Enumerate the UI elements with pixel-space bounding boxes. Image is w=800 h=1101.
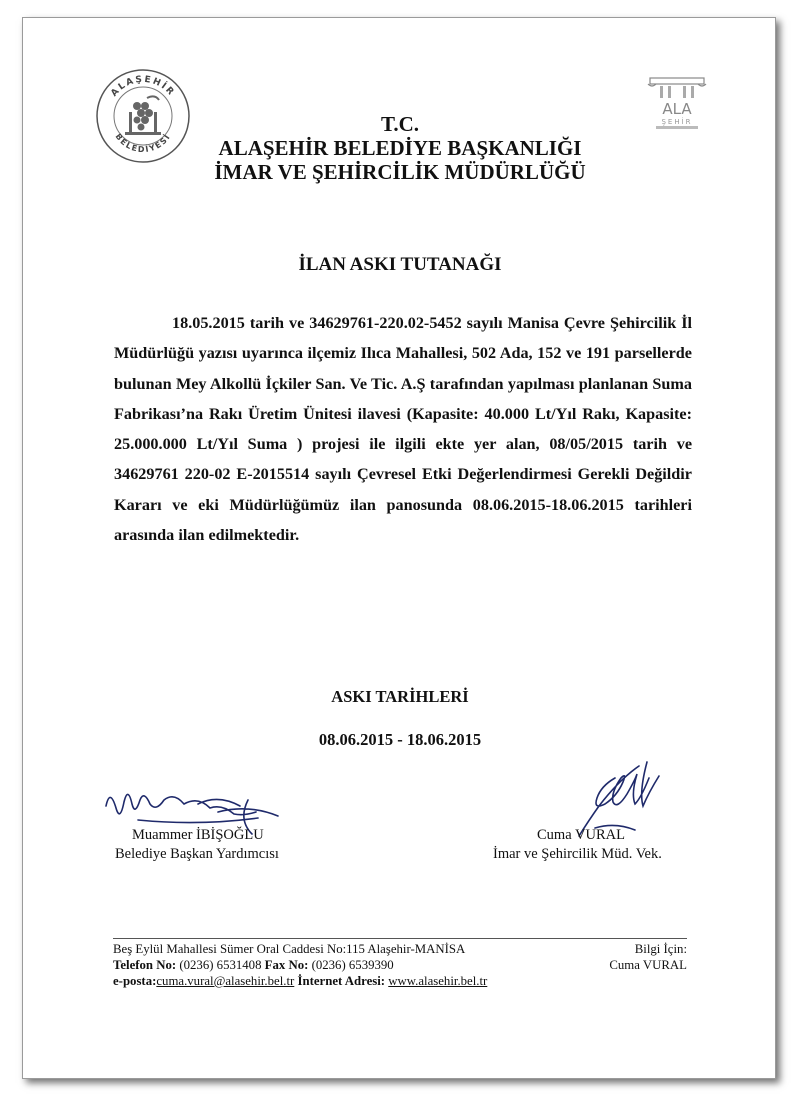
phone-value: (0236) 6531408 bbox=[179, 958, 262, 972]
header-municipality: ALAŞEHİR BELEDİYE BAŞKANLIĞI bbox=[218, 136, 582, 160]
aski-dates-value: 08.06.2015 - 18.06.2015 bbox=[318, 730, 482, 749]
seal-text-bottom: BELEDİYESİ bbox=[113, 131, 173, 155]
phone-label: Telefon No: bbox=[113, 958, 177, 972]
document-title: İLAN ASKI TUTANAĞI bbox=[298, 254, 502, 275]
seal-text-top: ALAŞEHİR bbox=[109, 74, 177, 99]
aski-dates-title: ASKI TARİHLERİ bbox=[331, 687, 469, 706]
header-tc: T.C. bbox=[380, 112, 420, 136]
left-signatory-title: Belediye Başkan Yardımcısı bbox=[115, 846, 279, 862]
right-logo-text: ALA bbox=[662, 100, 692, 118]
footer-contact-line bbox=[113, 957, 394, 973]
left-signatory-name: Muammer İBİŞOĞLU bbox=[132, 827, 264, 843]
footer-address: Beş Eylül Mahallesi Sümer Oral Caddesi No:115 Alaşehir-MANİSA bbox=[113, 942, 466, 956]
document-body-text: 18.05.2015 tarih ve 34629761-220.02-5452 sayılı Manisa Çevre Şehircilik İl Müdürlüğü yazısı uyarınca ilçemiz Ilıca Mahallesi, 502 Ada, 152 ve 191 parsellerde bulunan Mey Alkollü İçkiler San. Ve Tic. A.Ş tarafından yapılması planlanan Suma Fabrikası’na Rakı Üretim Ünitesi ilavesi (Kapasite: 40.000 Lt/Yıl Rakı, Kapasite: 25.000.000 Lt/Yıl Suma ) projesi ile ilgili ekte yer alan, 08/05/2015 tarih ve 34629761 220-02 E-2015514 sayılı Çevresel Etki Değerlendirmesi Gerekli Değildir Kararı ve eki Müdürlüğümüz ilan panosunda 08.06.2015-18.06.2015 tarihleri arasında ilan edilmektedir. bbox=[114, 314, 692, 545]
footer-info-label: Bilgi İçin: bbox=[634, 942, 687, 956]
fax-value: (0236) 6539390 bbox=[311, 958, 394, 972]
document-body bbox=[114, 308, 692, 550]
web-label: İnternet Adresi: bbox=[297, 974, 386, 988]
footer-info-name: Cuma VURAL bbox=[609, 958, 687, 972]
email-label: e-posta: bbox=[113, 974, 157, 988]
footer-divider bbox=[113, 938, 687, 939]
email-link[interactable]: cuma.vural@alasehir.bel.tr bbox=[156, 974, 295, 988]
footer-web-line bbox=[113, 973, 487, 989]
header-department: İMAR VE ŞEHİRCİLİK MÜDÜRLÜĞÜ bbox=[214, 160, 586, 184]
right-signatory-name: Cuma VURAL bbox=[537, 827, 625, 843]
right-logo-subtext: ŞEHİR bbox=[661, 118, 693, 126]
website-link[interactable]: www.alasehir.bel.tr bbox=[388, 974, 488, 988]
right-signatory-title: İmar ve Şehircilik Müd. Vek. bbox=[493, 846, 662, 862]
fax-label: Fax No: bbox=[264, 958, 309, 972]
